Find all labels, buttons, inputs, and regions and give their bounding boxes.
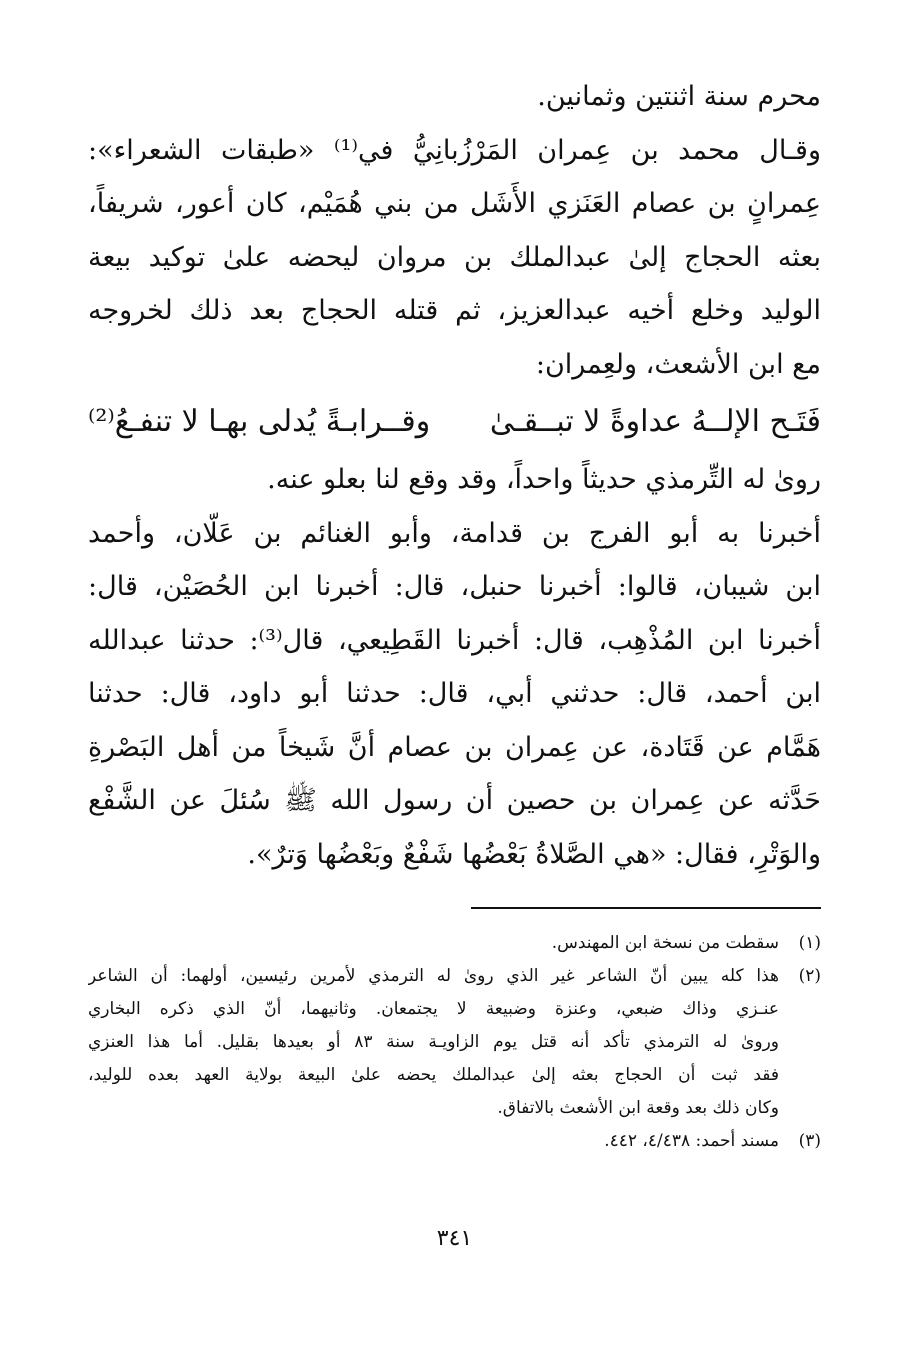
footnote-line: عنـزي وذاك ضبعي، وعنزة وضبيعة لا يجتمعان. وثانيهما، أنّ الذي ذكره البخاري	[88, 999, 779, 1019]
main-text	[88, 70, 821, 391]
footnote-line: هذا كله يبين أنّ الشاعر غير الذي روىٰ له الترمذي لأمرين رئيسين، أولهما: أن الشاعر	[88, 966, 779, 986]
footnote-line: سقطت من نسخة ابن المهندس.	[551, 933, 779, 953]
footnote-line: مسند أحمد: ٤/٤٣٨، ٤٤٢.	[604, 1131, 779, 1151]
footnote	[88, 927, 821, 960]
footnote	[88, 960, 821, 1125]
page-number: ٣٤١	[436, 1226, 473, 1251]
footnotes	[88, 927, 821, 1158]
text-line: روىٰ له التِّرمذي حديثاً واحداً، وقد وقع لنا بعلو عنه.	[267, 464, 821, 495]
footnote-number: (٣)	[798, 1131, 821, 1151]
footnote-number: (٢)	[798, 966, 821, 986]
text-line: أخبرنا ابن المُذْهِب، قال: أخبرنا القَطِيعي، قال⁽³⁾: حدثنا عبدالله	[88, 624, 821, 656]
footnote-number: (١)	[798, 933, 821, 953]
text-line: مع ابن الأشعث، ولعِمران:	[535, 348, 821, 380]
footnote-line: ورویٰ له الترمذي تأكد أنه قتل يوم الزاويـة سنة ٨٣ أو بعيدها بقليل. أما هذا العنزي	[88, 1032, 779, 1052]
text-line: أخبرنا به أبو الفرج بن قدامة، وأبو الغنائم بن عَلّان، وأحمد	[88, 517, 821, 549]
text-line: حَدَّثه عن عِمران بن حصين أن رسول الله ﷺ سُئلَ عن الشَّفْع	[88, 785, 821, 816]
text-line: هَمَّام عن قَتَادة، عن عِمران بن عصام أنَّ شَيخاً من أهل البَصْرةِ	[88, 731, 821, 763]
text-line: محرم سنة اثنتين وثمانين.	[537, 81, 821, 112]
verse-second-hemistich: وقــرابـةً يُدلى بهـا لا تنفـعُ⁽²⁾	[88, 404, 431, 439]
footnote-line: فقد ثبت أن الحجاج بعثه إلىٰ عبدالملك يحضه علىٰ البيعة بولاية العهد بعده للوليد،	[88, 1065, 779, 1085]
text-line: الوليد وخلع أخيه عبدالعزيز، ثم قتله الحجاج بعد ذلك لخروجه	[88, 295, 821, 326]
text-line: ابن أحمد، قال: حدثني أبي، قال: حدثنا أبو داود، قال: حدثنا	[88, 678, 821, 709]
footnote-line: وكان ذلك بعد وقعة ابن الأشعث بالاتفاق.	[497, 1098, 779, 1118]
text-line: بعثه الحجاج إلىٰ عبدالملك بن مروان ليحضه علىٰ توكيد بيعة	[88, 241, 821, 273]
text-line: وقـال محمد بن عِمران المَرْزُبانِيُّ في⁽¹⁾ «طبقات الشعراء»:	[88, 134, 821, 166]
footnote-separator	[471, 907, 821, 909]
text-line: عِمرانٍ بن عصام العَنَزي الأَشَل من بني هُمَيْم، كان أعور، شريفاً،	[88, 188, 821, 219]
text-line: والوَتْرِ، فقال: «هي الصَّلاةُ بَعْضُها شَفْعٌ وبَعْضُها وَترٌ».	[247, 838, 821, 870]
verse-first-hemistich: فَتَـح الإلــهُ عداوةً لا تبــقـىٰ	[489, 404, 821, 439]
main-text-continued	[88, 453, 821, 881]
footnote	[88, 1125, 821, 1158]
poetry-verse	[88, 391, 821, 453]
text-line: ابن شيبان، قالوا: أخبرنا حنبل، قال: أخبرنا ابن الحُصَيْن، قال:	[88, 571, 821, 602]
